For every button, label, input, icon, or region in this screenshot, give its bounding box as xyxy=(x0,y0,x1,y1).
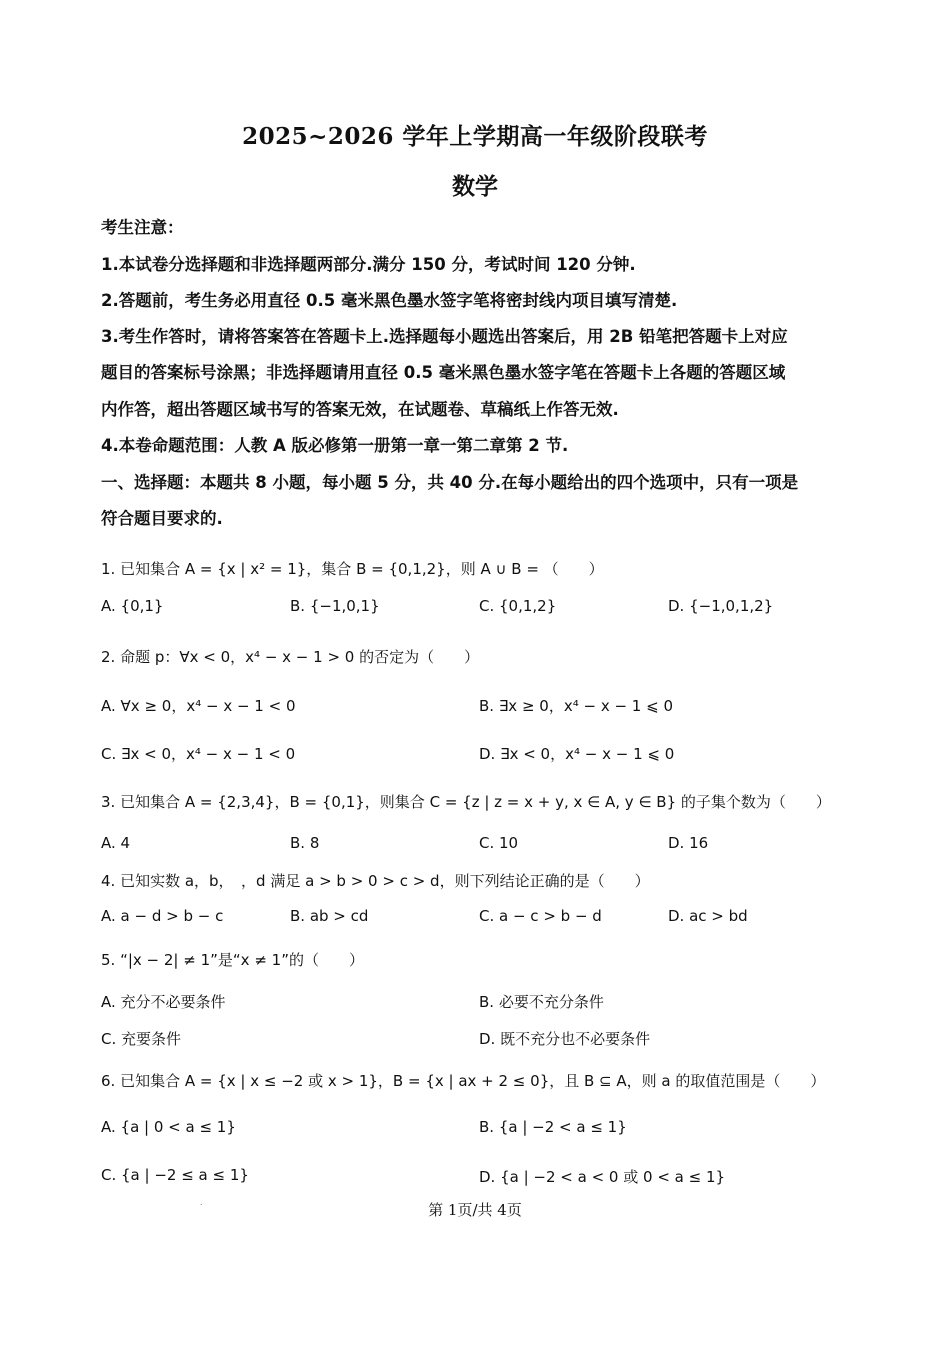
exam-title: 2025~2026 学年上学期高一年级阶段联考 xyxy=(242,123,708,150)
notice-item-3b: 题目的答案标号涂黑；非选择题请用直径 0.5 毫米黑色墨水签字笔在答题卡上各题的答题区域 xyxy=(101,363,786,382)
exam-subject: 数学 xyxy=(452,173,498,200)
section-heading-2: 符合题目要求的. xyxy=(101,509,223,528)
notice-heading: 考生注意： xyxy=(101,218,184,237)
question-4-option-a: A. a − d > b − c xyxy=(101,907,224,925)
notice-item-1: 1.本试卷分选择题和非选择题两部分.满分 150 分，考试时间 120 分钟. xyxy=(101,255,636,274)
question-2-option-b: B. ∃x ≥ 0，x⁴ − x − 1 ⩽ 0 xyxy=(479,697,673,715)
question-5-option-b: B. 必要不充分条件 xyxy=(479,993,604,1011)
question-3-option-a: A. 4 xyxy=(101,834,131,852)
section-heading-1: 一、选择题：本题共 8 小题，每小题 5 分，共 40 分.在每小题给出的四个选项中，只有一项是 xyxy=(101,473,799,492)
question-1-option-b: B. {−1,0,1} xyxy=(290,597,380,615)
notice-item-4: 4.本卷命题范围：人教 A 版必修第一册第一章一第二章第 2 节. xyxy=(101,436,569,455)
question-6-stem: 6. 已知集合 A = {x | x ≤ −2 或 x > 1}，B = {x | ax + 2 ≤ 0}，且 B ⊆ A，则 a 的取值范围是（ ） xyxy=(101,1072,826,1090)
notice-item-2: 2.答题前，考生务必用直径 0.5 毫米黑色墨水签字笔将密封线内项目填写清楚. xyxy=(101,291,678,310)
question-4-option-c: C. a − c > b − d xyxy=(479,907,602,925)
question-3-option-d: D. 16 xyxy=(668,834,709,852)
question-5-option-c: C. 充要条件 xyxy=(101,1030,182,1048)
question-1-option-d: D. {−1,0,1,2} xyxy=(668,597,774,615)
question-5-option-a: A. 充分不必要条件 xyxy=(101,993,226,1011)
question-6-option-a: A. {a | 0 < a ≤ 1} xyxy=(101,1118,236,1136)
question-4-stem: 4. 已知实数 a，b， ，d 满足 a > b > 0 > c > d，则下列结论正确的是（ ） xyxy=(101,872,650,890)
question-4-option-d: D. ac > bd xyxy=(668,907,748,925)
question-2-option-c: C. ∃x < 0，x⁴ − x − 1 < 0 xyxy=(101,745,296,763)
notice-item-3a: 3.考生作答时，请将答案答在答题卡上.选择题每小题选出答案后，用 2B 铅笔把答题卡上对应 xyxy=(101,327,788,346)
question-6-option-d: D. {a | −2 < a < 0 或 0 < a ≤ 1} xyxy=(479,1168,726,1186)
notice-item-3c: 内作答，超出答题区域书写的答案无效，在试题卷、草稿纸上作答无效. xyxy=(101,400,619,419)
question-6-option-c: C. {a | −2 ≤ a ≤ 1} xyxy=(101,1166,249,1184)
question-2-option-d: D. ∃x < 0，x⁴ − x − 1 ⩽ 0 xyxy=(479,745,675,763)
stray-mark: . xyxy=(200,1198,203,1207)
question-4-option-b: B. ab > cd xyxy=(290,907,369,925)
question-3-option-c: C. 10 xyxy=(479,834,519,852)
question-3-option-b: B. 8 xyxy=(290,834,320,852)
question-1-option-a: A. {0,1} xyxy=(101,597,164,615)
question-5-stem: 5. “|x − 2| ≠ 1”是“x ≠ 1”的（ ） xyxy=(101,951,364,969)
question-3-stem: 3. 已知集合 A = {2,3,4}，B = {0,1}，则集合 C = {z | z = x + y, x ∈ A, y ∈ B} 的子集个数为（ ） xyxy=(101,793,831,811)
question-6-option-b: B. {a | −2 < a ≤ 1} xyxy=(479,1118,627,1136)
page-number: 第 1页/共 4页 xyxy=(428,1201,522,1219)
question-1-stem: 1. 已知集合 A = {x | x² = 1}，集合 B = {0,1,2}，则 A ∪ B = （ ） xyxy=(101,560,604,578)
question-1-option-c: C. {0,1,2} xyxy=(479,597,557,615)
question-5-option-d: D. 既不充分也不必要条件 xyxy=(479,1030,651,1048)
question-2-option-a: A. ∀x ≥ 0，x⁴ − x − 1 < 0 xyxy=(101,697,296,715)
question-2-stem: 2. 命题 p：∀x < 0，x⁴ − x − 1 > 0 的否定为（ ） xyxy=(101,648,480,666)
